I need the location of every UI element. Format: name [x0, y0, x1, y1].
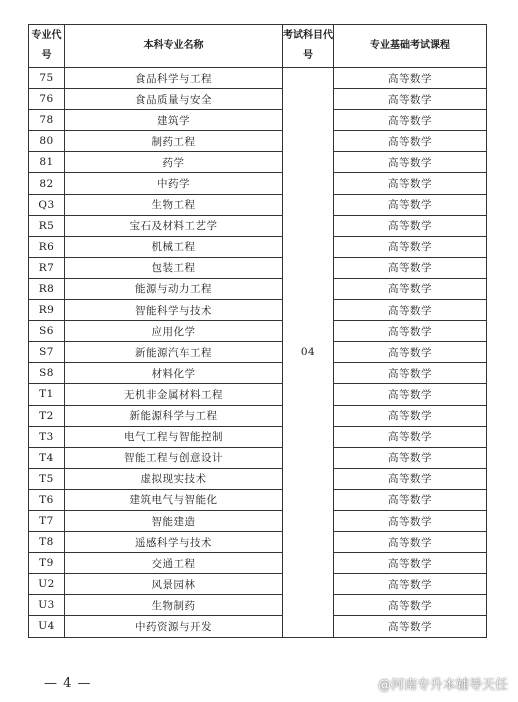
major-name-cell: 能源与动力工程	[65, 278, 283, 299]
table-row	[29, 110, 487, 131]
exam-course-cell: 高等数学	[334, 510, 487, 531]
exam-course-cell: 高等数学	[334, 363, 487, 384]
major-code-cell: R8	[29, 278, 65, 299]
major-code-cell: U4	[29, 616, 65, 637]
major-name-cell: 建筑学	[65, 110, 283, 131]
exam-course-cell: 高等数学	[334, 384, 487, 405]
major-name-cell: 食品质量与安全	[65, 89, 283, 110]
exam-course-cell: 高等数学	[334, 215, 487, 236]
table-row	[29, 173, 487, 194]
table-row	[29, 489, 487, 510]
table-row	[29, 447, 487, 468]
exam-course-cell: 高等数学	[334, 131, 487, 152]
major-code-cell: T1	[29, 384, 65, 405]
table-row	[29, 510, 487, 531]
major-name-cell: 应用化学	[65, 321, 283, 342]
table-row	[29, 342, 487, 363]
exam-course-cell: 高等数学	[334, 278, 487, 299]
table-row	[29, 215, 487, 236]
major-name-cell: 交通工程	[65, 553, 283, 574]
major-code-cell: T2	[29, 405, 65, 426]
major-code-cell: T6	[29, 489, 65, 510]
table-row	[29, 89, 487, 110]
table-row	[29, 321, 487, 342]
major-name-cell: 生物制药	[65, 595, 283, 616]
major-code-cell: R6	[29, 236, 65, 257]
header-major-name: 本科专业名称	[65, 25, 283, 68]
exam-course-cell: 高等数学	[334, 68, 487, 89]
exam-course-cell: 高等数学	[334, 194, 487, 215]
table-row	[29, 300, 487, 321]
major-name-cell: 智能建造	[65, 510, 283, 531]
major-name-cell: 中药资源与开发	[65, 616, 283, 637]
major-name-cell: 生物工程	[65, 194, 283, 215]
table-row	[29, 553, 487, 574]
exam-course-cell: 高等数学	[334, 342, 487, 363]
exam-course-cell: 高等数学	[334, 489, 487, 510]
major-code-cell: T4	[29, 447, 65, 468]
major-name-cell: 材料化学	[65, 363, 283, 384]
major-name-cell: 新能源汽车工程	[65, 342, 283, 363]
table-row	[29, 384, 487, 405]
major-name-cell: 宝石及材料工艺学	[65, 215, 283, 236]
major-name-cell: 遥感科学与技术	[65, 532, 283, 553]
major-code-cell: 82	[29, 173, 65, 194]
exam-course-cell: 高等数学	[334, 300, 487, 321]
table-row	[29, 152, 487, 173]
major-code-cell: S7	[29, 342, 65, 363]
table-row	[29, 278, 487, 299]
major-name-cell: 智能工程与创意设计	[65, 447, 283, 468]
exam-course-cell: 高等数学	[334, 553, 487, 574]
exam-course-cell: 高等数学	[334, 616, 487, 637]
major-code-cell: Q3	[29, 194, 65, 215]
table-row	[29, 532, 487, 553]
header-exam-code: 考试科目代号	[283, 25, 334, 68]
major-code-cell: T3	[29, 426, 65, 447]
major-code-cell: 78	[29, 110, 65, 131]
exam-course-cell: 高等数学	[334, 89, 487, 110]
table-row	[29, 194, 487, 215]
major-code-cell: R7	[29, 257, 65, 278]
table-row	[29, 236, 487, 257]
exam-code-cell: 04	[283, 68, 334, 638]
major-name-cell: 虚拟现实技术	[65, 468, 283, 489]
major-name-cell: 包装工程	[65, 257, 283, 278]
major-name-cell: 建筑电气与智能化	[65, 489, 283, 510]
major-code-cell: R5	[29, 215, 65, 236]
exam-course-cell: 高等数学	[334, 447, 487, 468]
major-code-cell: 81	[29, 152, 65, 173]
table-header-row	[29, 25, 487, 68]
exam-course-cell: 高等数学	[334, 257, 487, 278]
major-code-cell: S8	[29, 363, 65, 384]
table-row	[29, 616, 487, 637]
watermark: @河南专升本辅导天任	[377, 678, 508, 693]
major-exam-table	[28, 24, 487, 638]
table-body	[29, 68, 487, 638]
exam-course-cell: 高等数学	[334, 236, 487, 257]
exam-course-cell: 高等数学	[334, 321, 487, 342]
major-name-cell: 食品科学与工程	[65, 68, 283, 89]
major-name-cell: 新能源科学与工程	[65, 405, 283, 426]
major-name-cell: 机械工程	[65, 236, 283, 257]
exam-course-cell: 高等数学	[334, 173, 487, 194]
major-code-cell: T7	[29, 510, 65, 531]
table-row	[29, 257, 487, 278]
header-exam-course: 专业基础考试课程	[334, 25, 487, 68]
exam-course-cell: 高等数学	[334, 110, 487, 131]
table-row	[29, 595, 487, 616]
table-row	[29, 468, 487, 489]
exam-course-cell: 高等数学	[334, 532, 487, 553]
major-name-cell: 中药学	[65, 173, 283, 194]
major-code-cell: 80	[29, 131, 65, 152]
major-code-cell: S6	[29, 321, 65, 342]
major-name-cell: 电气工程与智能控制	[65, 426, 283, 447]
major-name-cell: 药学	[65, 152, 283, 173]
major-code-cell: 76	[29, 89, 65, 110]
exam-course-cell: 高等数学	[334, 595, 487, 616]
major-name-cell: 风景园林	[65, 574, 283, 595]
major-code-cell: R9	[29, 300, 65, 321]
table-row	[29, 68, 487, 89]
major-code-cell: U2	[29, 574, 65, 595]
exam-course-cell: 高等数学	[334, 152, 487, 173]
major-code-cell: 75	[29, 68, 65, 89]
table-row	[29, 131, 487, 152]
exam-course-cell: 高等数学	[334, 405, 487, 426]
exam-course-cell: 高等数学	[334, 468, 487, 489]
major-code-cell: T9	[29, 553, 65, 574]
page-number: — 4 —	[44, 676, 92, 691]
major-code-cell: T5	[29, 468, 65, 489]
header-major-code: 专业代号	[29, 25, 65, 68]
major-code-cell: T8	[29, 532, 65, 553]
major-name-cell: 无机非金属材料工程	[65, 384, 283, 405]
major-name-cell: 智能科学与技术	[65, 300, 283, 321]
table-row	[29, 426, 487, 447]
table-row	[29, 405, 487, 426]
table-row	[29, 574, 487, 595]
table-row	[29, 363, 487, 384]
exam-course-cell: 高等数学	[334, 574, 487, 595]
major-code-cell: U3	[29, 595, 65, 616]
exam-course-cell: 高等数学	[334, 426, 487, 447]
major-name-cell: 制药工程	[65, 131, 283, 152]
